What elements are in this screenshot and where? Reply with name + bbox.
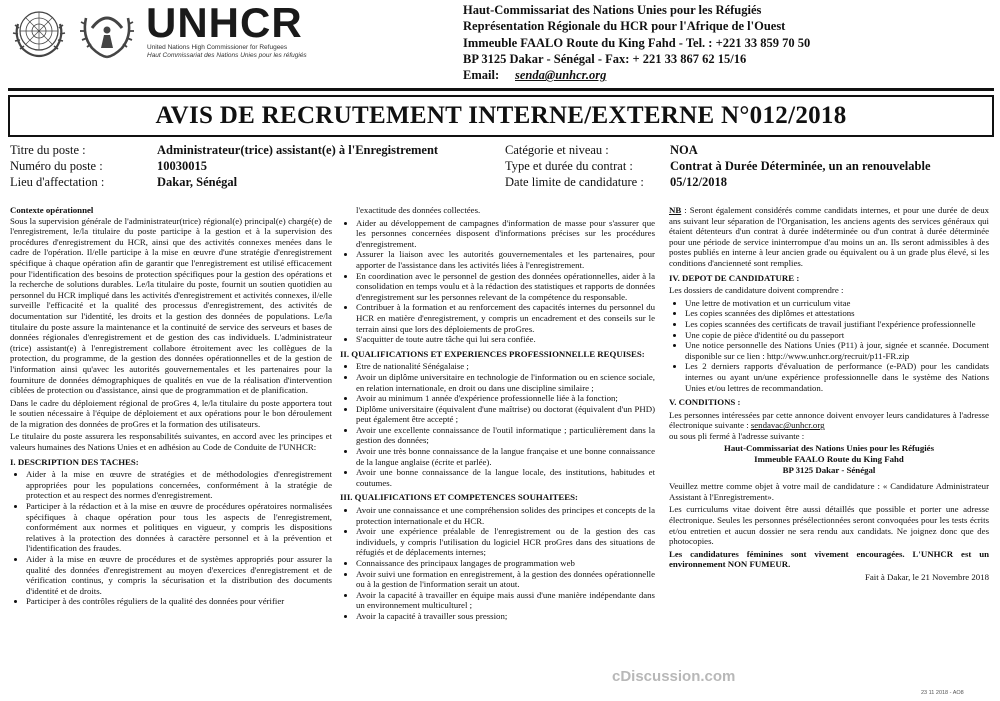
conditions-paragraph [669, 410, 989, 442]
list-item: • Les 2 derniers rapports d'évaluation de performance (e-PAD) pour les candidats internes ou ayant un/une expérience professionnelle dans le système des Nations Unies et/ou lettres de recommandation. [685, 361, 989, 393]
conditions-or: ou sous pli fermé à l'adresse suivante : [669, 430, 805, 441]
list-item: • Avoir une expérience préalable de l'enregistrement ou de la gestion des cas individuels, y compris l'utilisation du logiciel HCR proGres dans des situations de réfugiés et de déplacements internes; [356, 526, 655, 558]
info-label: Titre du poste : [10, 143, 86, 157]
cv-note: Les curriculums vitae doivent être aussi détaillés que possible et porter une adresse électronique. Seules les personnes présélectionnées seront convoquées pour les tests écrits et/ou entretien et aucun dossier ne sera rendu aux candidats. Ne joignez donc que des photocopies. [669, 504, 989, 547]
info-label: Lieu d'affectation : [10, 175, 105, 189]
page-title: AVIS DE RECRUTEMENT INTERNE/EXTERNE N°012/2018 [8, 95, 994, 137]
info-value: Contrat à Durée Déterminée, un an renouvelable [670, 159, 931, 173]
list-item: • Avoir une très bonne connaissance de la langue française et une bonne connaissance de la langue anglaise (écrite et parlée). [356, 446, 655, 467]
list-item: • Avoir une excellente connaissance de l'outil informatique ; particulièrement dans la gestion des données; [356, 425, 655, 446]
job-info-left [10, 142, 500, 190]
nb-paragraph [669, 205, 989, 269]
list-item: • Avoir une bonne connaissance de la langue locale, des institutions, habitudes et coutumes. [356, 467, 655, 488]
list-item: • Une notice personnelle des Nations Unies (P11) à jour, signée et scannée. Document disponible sur ce lien : http://www.unhcr.org/recruit/p11-FR.zip [685, 340, 989, 361]
application-email-link[interactable]: sendavac@unhcr.org [750, 420, 825, 431]
info-value: 10030015 [157, 159, 207, 173]
documents-list [669, 298, 989, 393]
women-note: Les candidatures féminines sont vivement encouragées. L'UNHCR est un environnement NON FUMEUR. [669, 548, 989, 570]
section-heading: III. QUALIFICATIONS ET COMPETENCES SOUHAITEES: [340, 492, 578, 503]
list-item: • Une lettre de motivation et un curriculum vitae [685, 298, 989, 309]
column-2 [340, 205, 655, 624]
address-block [463, 2, 810, 83]
info-row-number [10, 158, 500, 174]
address-line: Haut-Commissariat des Nations Unies pour les Réfugiés [463, 3, 762, 17]
list-item: • En coordination avec le personnel de gestion des données opérationnelles, aider à la consolidation en temps voulu et à la rédaction des statistiques et rapports de données d'enregistrement sur les personnes relevant de la compétence du responsable. [356, 271, 655, 303]
task-list [10, 469, 332, 607]
address-line: Immeuble FAALO Route du King Fahd - Tel. : +221 33 859 70 50 [463, 35, 811, 50]
column-1 [10, 205, 332, 609]
list-item: • S'acquitter de toute autre tâche qui lui sera confiée. [356, 334, 655, 345]
section-heading: II. QUALIFICATIONS ET EXPERIENCES PROFESSIONNELLE REQUISES: [340, 348, 645, 359]
info-row-category [505, 142, 995, 158]
section-heading: Contexte opérationnel [10, 205, 94, 215]
list-item: • Aider au développement de campagnes d'information de masse pour s'assurer que les personnes concernées disposent d'informations précises sur les procédures d'enregistrement. [356, 218, 655, 250]
info-value: 05/12/2018 [670, 175, 727, 189]
job-info-right [505, 142, 995, 190]
paragraph: Dans le cadre du déploiement régional de proGres 4, le/la titulaire du poste apportera tout le soutien nécessaire à l'équipe de déploiement et aux opérations pour le bon déroulement de la migration des données de proGres et la formation des utilisateurs. [10, 397, 332, 429]
column-3 [669, 205, 989, 585]
email-label: Email: [463, 68, 500, 83]
list-item: • Diplôme universitaire (équivalent d'une maîtrise) ou doctorat (équivalent d'un PHD) peut également être accepté ; [356, 404, 655, 425]
postal-line: Immeuble FAALO Route du King Fahd [754, 454, 904, 465]
section-heading: V. CONDITIONS : [669, 397, 741, 408]
list-item: • Les copies scannées des diplômes et attestations [685, 308, 989, 319]
mail-subject-note: Veuillez mettre comme objet à votre mail de candidature : « Candidature Administrateur Assistant à l'Enregistrement». [669, 481, 989, 502]
info-row-deadline [505, 174, 995, 190]
list-item: • Avoir la capacité à travailler sous pression; [356, 611, 655, 622]
un-emblem-icon [10, 2, 68, 60]
section-heading: I. DESCRIPTION DES TACHES: [10, 456, 139, 467]
section-heading: IV. DEPOT DE CANDIDATURE : [669, 272, 800, 283]
postal-line: Haut-Commissariat des Nations Unies pour les Réfugiés [724, 443, 934, 454]
list-item: • Une copie de pièce d'identité ou du passeport [685, 330, 989, 341]
list-item: • Etre de nationalité Sénégalaise ; [356, 361, 655, 372]
info-row-contract [505, 158, 995, 174]
info-value: NOA [670, 143, 698, 157]
competencies-list [340, 505, 655, 622]
paragraph: Sous la supervision générale de l'administrateur(trice) régional(e) principal(e) chargé(e) de l'enregistrement, le/la titulaire du poste participe à la gestion et à la supervision des procédures d'enregistrement du HCR, ainsi que des activités connexes menées dans le cadre de l'opération. Il/elle participe à la mise en œuvre d'une stratégie d'enregistrement spécifique à chaque opération afin de garantir que l'enregistrement est utilisé efficacement pour l'identification des besoins de protection spécifiques pour la gestion des opérations et la recherche de solutions durables. Le/la titulaire du poste, fournit un soutien quotidien au personnel du HCR impliqué dans les activités d'enregistrement et activités connexes, il/elle surveille l'efficacité et la qualité des processus d'enregistrement, des activités de documentation sur l'identité, les droits et la gestion des données de populations. Le/la titulaire du poste assure la maintenance et la continuité de service des serveurs et bases de données régionales d'enregistrement et de gestion des cas individuels. L'administrateur (trice) assistant(e) à l'enregistrement collabore étroitement avec les collègues de la protection, du programme, de la gestion des données opérationnelles et de la gestion de l'information ainsi qu'avec les autorités gouvernementales et les partenaires pour la fourniture de données démographiques de qualités en vue de la réalisation d'intervention ciblées de protection ou d'assistance, ainsi que de programmation et de planification. [10, 215, 332, 396]
logo-wordmark: UNHCR [146, 0, 303, 46]
qualifications-list [340, 361, 655, 488]
email-row [463, 67, 810, 83]
signature-line: Fait à Dakar, le 21 Novembre 2018 [865, 572, 989, 582]
nb-text: : Seront également considérés comme candidats internes, et pour une durée de deux ans suivant leur séparation de l'Organisation, les anciens agents des services généraux qui étaient détenteurs d'un contrat à durée indéterminée ou d'un contrat à durée déterminée pour une période de service ininterrompue d'au moins un an. Ils seront admissibles à des postes publiés en interne à leur ancien grade ou équivalent ou à un grade plus élevé, si les conditions d'ancienneté sont remplies. [669, 205, 989, 268]
info-label: Date limite de candidature : [505, 175, 644, 189]
header-rule [8, 88, 994, 91]
info-label: Catégorie et niveau : [505, 143, 609, 157]
info-value: Dakar, Sénégal [157, 175, 238, 189]
list-item: • Aider à la mise en œuvre de stratégies et de méthodologies d'enregistrement appropriées pour les populations concernées, conformément à la stratégie de protection et au respect des normes d'enregistrement. [26, 469, 332, 501]
watermark: cDiscussion.com [612, 668, 736, 685]
paragraph: Les dossiers de candidature doivent comprendre : [669, 285, 844, 296]
info-value: Administrateur(trice) assistant(e) à l'Enregistrement [157, 143, 439, 157]
nb-label: NB [669, 205, 682, 215]
email-link[interactable]: senda@unhcr.org [515, 68, 607, 83]
address-line: BP 3125 Dakar - Sénégal - Fax: + 221 33 867 62 15/16 [463, 51, 747, 66]
postal-line: BP 3125 Dakar - Sénégal [782, 464, 876, 475]
logo-subtitle-fr: Haut Commissariat des Nations Unies pour les réfugiés [147, 52, 307, 59]
list-item: • Participer à des contrôles réguliers de la qualité des données pour vérifier [26, 596, 332, 607]
info-label: Numéro du poste : [10, 159, 103, 173]
unhcr-emblem-icon [78, 2, 136, 60]
print-stamp: 23 11 2018 - AO8 [921, 690, 964, 696]
paragraph: l'exactitude des données collectées. [356, 205, 481, 215]
list-item: • Aider à la mise en œuvre de procédures et de systèmes appropriés pour assurer la qualité des données d'enregistrement au moyen d'exercices d'enregistrement et de vérification continus, y compris la sécurisation et la distribution des documents d'identité et de droits. [26, 554, 332, 596]
list-item: • Avoir une connaissance et une compréhension solides des principes et concepts de la protection internationale et du HCR. [356, 505, 655, 526]
paragraph: Le titulaire du poste assurera les responsabilités suivantes, en accord avec les principes et valeurs humaines des Nations Unies et en adhésion au Code de Conduite de l'UNHCR: [10, 431, 332, 453]
address-line: Représentation Régionale du HCR pour l'Afrique de l'Ouest [463, 19, 786, 34]
letterhead [0, 0, 1000, 88]
logo-subtitle-en: United Nations High Commissioner for Refugees [147, 44, 288, 51]
conditions-text: Les personnes intéressées par cette annonce doivent envoyer leurs candidatures à l'adresse électronique suivante : [669, 409, 989, 431]
list-item: • Contribuer à la formation et au renforcement des capacités internes du personnel du HCR en matière d'enregistrement, y compris un encadrement et des conseils sur le terrain ainsi que lors des déploiements de proGres. [356, 302, 655, 334]
info-row-title [10, 142, 500, 158]
info-label: Type et durée du contrat : [505, 159, 633, 173]
list-item: • Participer à la rédaction et à la mise en œuvre de procédures opératoires normalisées spécifiques à chaque opération pour tous les aspects de l'enregistrement, conformément aux normes et politiques en vigueur, y compris les dispositions relatives à la protection des données à caractère personnel et à la prévention et l'identification des fraudes. [26, 501, 332, 554]
list-item: • Avoir au minimum 1 année d'expérience professionnelle liée à la fonction; [356, 393, 655, 404]
task-list-continued [340, 218, 655, 345]
list-item: • Avoir un diplôme universitaire en technologie de l'information ou en science sociale, en relation internationale, en droit ou dans une discipline similaire ; [356, 372, 655, 393]
list-item: • Avoir la capacité à travailler en équipe mais aussi d'une manière indépendante dans un environnement multiculturel ; [356, 590, 655, 611]
info-row-location [10, 174, 500, 190]
list-item: • Avoir suivi une formation en enregistrement, à la gestion des données opérationnelle ou à la gestion de l'information serait un atout. [356, 569, 655, 590]
list-item: • Assurer la liaison avec les autorités gouvernementales et les partenaires, pour apporter de l'assistance dans les activités liées à l'enregistrement. [356, 249, 655, 270]
list-item: • Connaissance des principaux langages de programmation web [356, 558, 655, 569]
list-item: • Les copies scannées des certificats de travail justifiant l'expérience professionnelle [685, 319, 989, 330]
